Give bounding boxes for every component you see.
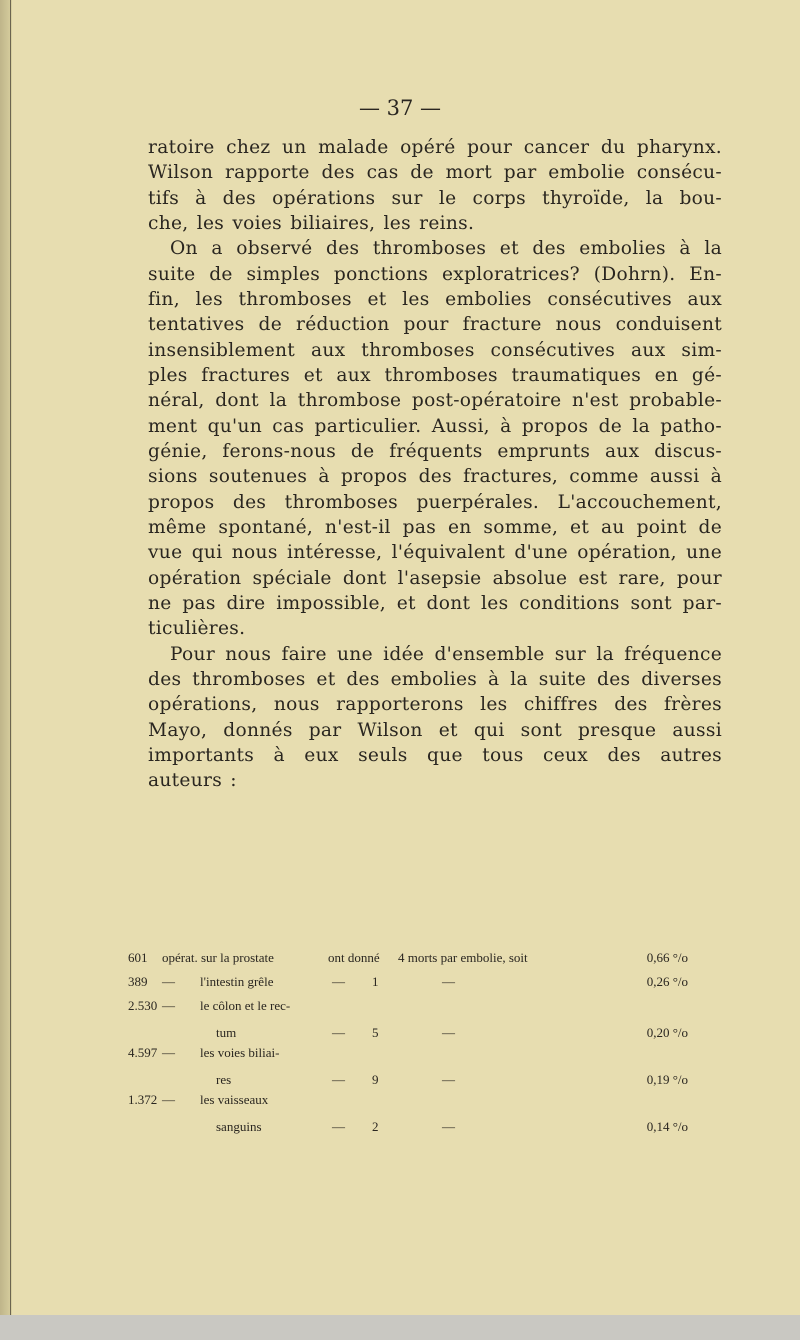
body-text — [148, 135, 722, 794]
text-line: che, les voies biliaires, les reins. — [148, 212, 475, 234]
text-line: ples fractures et aux thromboses traumatiques en gé- — [148, 364, 722, 386]
dash: — — [332, 1025, 345, 1040]
scan-bottom-margin — [0, 1315, 800, 1340]
dash: — — [162, 1092, 175, 1107]
dash: — — [162, 974, 175, 989]
text-line: On a observé des thromboses et des embolies à la — [170, 238, 722, 260]
count: 389 — [128, 974, 148, 989]
table-header-row — [128, 950, 688, 974]
table-row — [128, 1045, 688, 1092]
percentage: 0,26 °/o — [646, 974, 688, 989]
dash: — — [442, 1072, 455, 1087]
dash: — — [162, 1045, 175, 1060]
dash: — — [442, 1119, 455, 1134]
deaths: 9 — [372, 1072, 379, 1087]
dash: — — [442, 974, 455, 989]
text-line: même spontané, n'est-il pas en somme, et au point de — [148, 516, 722, 538]
deaths: 5 — [372, 1025, 379, 1040]
text-line: suite de simples ponctions exploratrices? (Dohrn). En- — [148, 263, 722, 285]
operation: les voies biliai- — [200, 1045, 280, 1060]
text-line: des thromboses et des embolies à la suite des diverses — [148, 668, 722, 690]
text-line: sions soutenues à propos des fractures, comme aussi à — [148, 466, 722, 488]
text-line: tifs à des opérations sur le corps thyroïde, la bou- — [148, 187, 722, 209]
percentage: 0,66 °/o — [646, 950, 688, 965]
text-line: propos des thromboses puerpérales. L'accouchement, — [148, 491, 722, 513]
text-line: Wilson rapporte des cas de mort par embolie consécu- — [148, 162, 722, 184]
text-line: ment qu'un cas particulier. Aussi, à propos de la patho- — [148, 415, 722, 437]
statistics-table — [128, 950, 688, 1139]
count: 1.372 — [128, 1092, 158, 1107]
text-line: ticulières. — [148, 618, 246, 640]
percentage: 0,14 °/o — [646, 1119, 688, 1134]
text-line: génie, ferons-nous de fréquents emprunts aux discus- — [148, 440, 722, 462]
dash: — — [332, 974, 345, 989]
count: 601 — [128, 950, 148, 965]
operation-continued: sanguins — [216, 1119, 262, 1134]
deaths-text: 4 morts par embolie, soit — [398, 950, 528, 965]
text-line: Pour nous faire une idée d'ensemble sur la fréquence — [170, 643, 722, 665]
table-row — [128, 1092, 688, 1139]
operation: opérat. sur la prostate — [162, 950, 274, 965]
text-line: insensiblement aux thromboses consécutives aux sim- — [148, 339, 722, 361]
text-line: tentatives de réduction pour fracture nous conduisent — [148, 314, 722, 336]
verb: ont donné — [328, 950, 380, 965]
text-line: fin, les thromboses et les embolies consécutives aux — [148, 288, 722, 310]
text-line: vue qui nous intéresse, l'équivalent d'une opération, une — [148, 542, 722, 564]
dash: — — [442, 1025, 455, 1040]
binding-line — [10, 0, 11, 1340]
page-number: — 37 — — [358, 96, 442, 120]
text-line: Mayo, donnés par Wilson et qui sont presque aussi — [148, 719, 722, 741]
operation-continued: res — [216, 1072, 232, 1087]
text-line: opération spéciale dont l'asepsie absolue est rare, pour — [148, 567, 722, 589]
operation: les vaisseaux — [200, 1092, 269, 1107]
text-line: opérations, nous rapporterons les chiffres des frères — [148, 694, 722, 716]
text-line: importants à eux seuls que tous ceux des autres — [148, 744, 722, 766]
count: 2.530 — [128, 998, 158, 1013]
dash: — — [332, 1119, 345, 1134]
text-line: ne pas dire impossible, et dont les conditions sont par- — [148, 592, 722, 614]
text-line: auteurs : — [148, 770, 237, 792]
text-line: ratoire chez un malade opéré pour cancer du pharynx. — [148, 137, 722, 158]
deaths: 1 — [372, 974, 379, 989]
operation: le côlon et le rec- — [200, 998, 291, 1013]
dash: — — [162, 998, 175, 1013]
table-row — [128, 974, 688, 998]
dash: — — [332, 1072, 345, 1087]
text-line: néral, dont la thrombose post-opératoire n'est probable- — [148, 390, 722, 412]
percentage: 0,20 °/o — [646, 1025, 688, 1040]
operation: l'intestin grêle — [200, 974, 274, 989]
deaths: 2 — [372, 1119, 379, 1134]
table-row — [128, 998, 688, 1045]
percentage: 0,19 °/o — [646, 1072, 688, 1087]
operation-continued: tum — [216, 1025, 237, 1040]
count: 4.597 — [128, 1045, 158, 1060]
